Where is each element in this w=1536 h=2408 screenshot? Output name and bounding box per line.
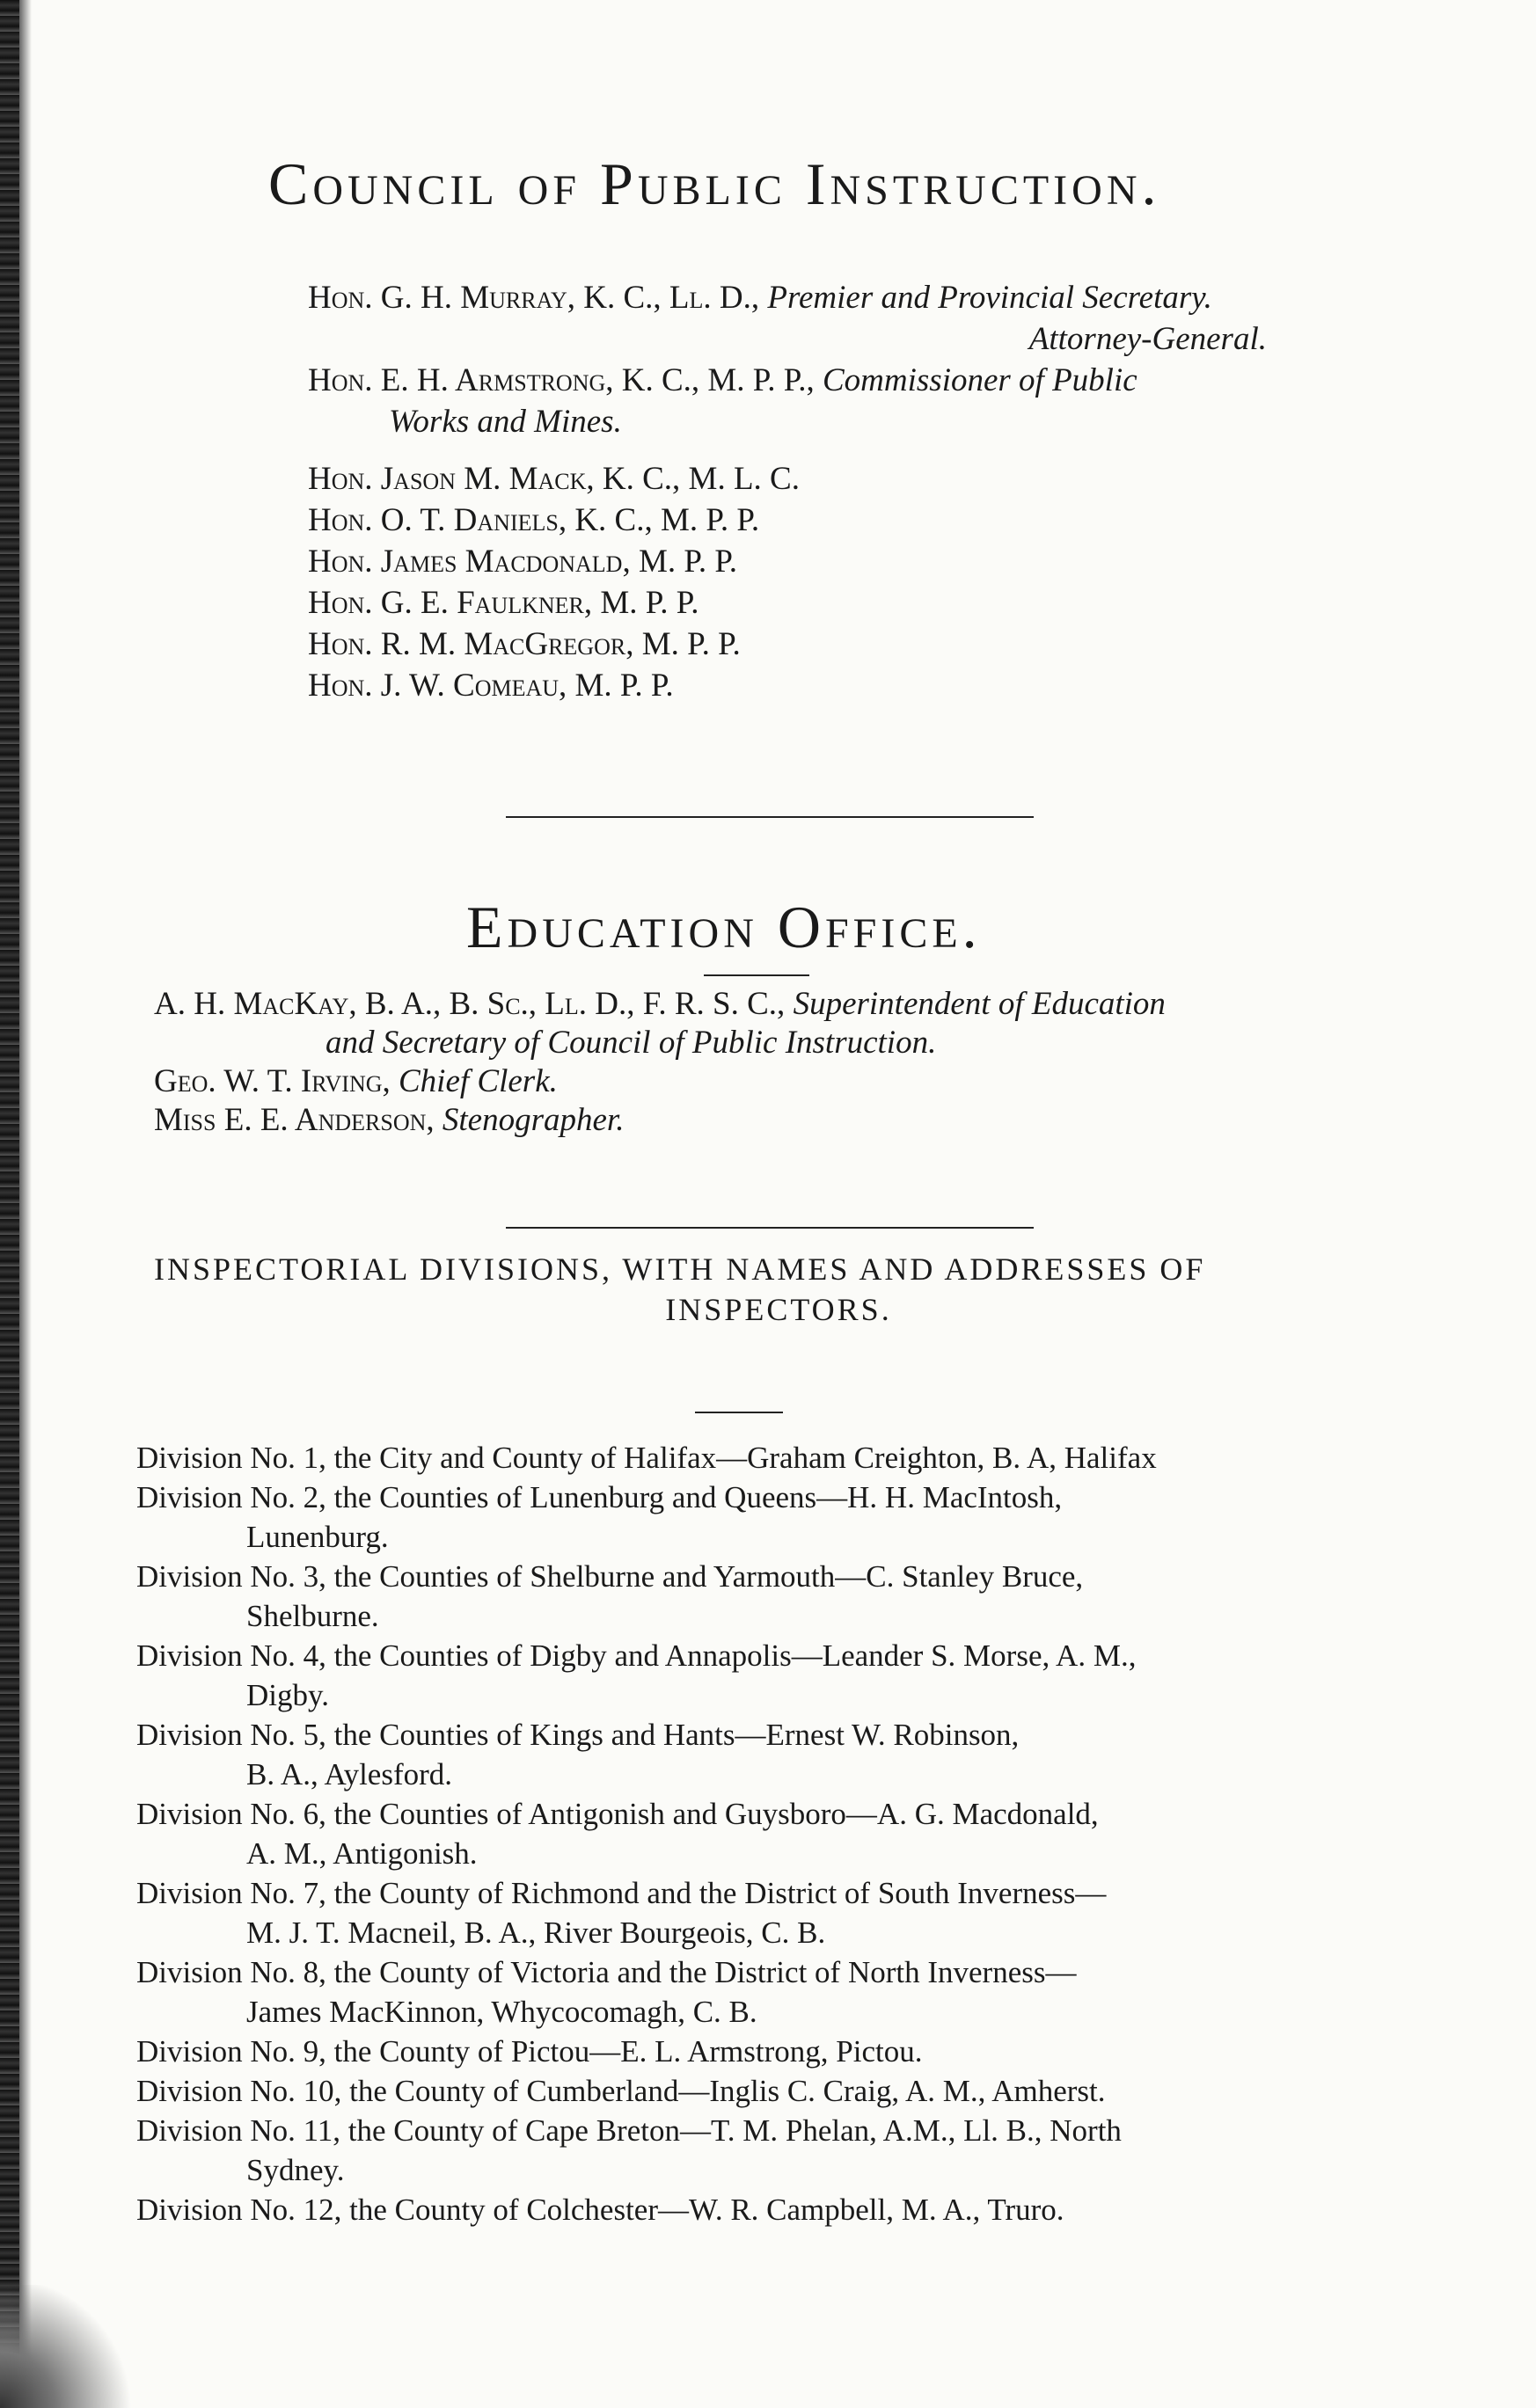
staff-name: Geo. W. T. Irving, xyxy=(154,1063,391,1099)
member-role: Commissioner of Public xyxy=(823,362,1137,398)
council-members xyxy=(308,277,1399,706)
staff-member xyxy=(154,1101,1386,1140)
staff-name: Miss E. E. Anderson, xyxy=(154,1102,435,1138)
staff-member xyxy=(154,985,1386,1024)
division-line: Division No. 2, the Counties of Lunenburg and Queens—H. H. MacIntosh, xyxy=(136,1480,1063,1514)
division-line: Sydney. xyxy=(246,2153,345,2187)
council-member: Hon. G. E. Faulkner, M. P. P. xyxy=(308,585,699,621)
inspectorial-title-line2: INSPECTORS. xyxy=(665,1292,892,1327)
division-line: Division No. 4, the Counties of Digby and Annapolis—Leander S. Morse, A. M., xyxy=(136,1638,1137,1673)
division-line: Shelburne. xyxy=(246,1599,379,1633)
title-underline xyxy=(695,1412,783,1413)
division-line: Division No. 11, the County of Cape Breton—T. M. Phelan, A.M., Ll. B., North xyxy=(136,2113,1122,2148)
education-office-title: Education Office. xyxy=(466,894,982,960)
council-member: Hon. R. M. MacGregor, M. P. P. xyxy=(308,626,741,662)
division-line: James MacKinnon, Whycocomagh, C. B. xyxy=(246,1995,757,2029)
council-member xyxy=(308,277,1399,318)
division-line: Division No. 1, the City and County of Halifax—Graham Creighton, B. A, Halifax xyxy=(136,1441,1157,1475)
member-role: Works and Mines. xyxy=(389,404,622,440)
page-edge-shadow xyxy=(19,0,32,2408)
member-name: Hon. E. H. Armstrong, K. C., M. P. P., xyxy=(308,362,815,398)
staff-name: A. H. MacKay, B. A., B. Sc., Ll. D., F. R. S. C., xyxy=(154,986,786,1022)
division-line: A. M., Antigonish. xyxy=(246,1836,478,1871)
staff-role: Chief Clerk. xyxy=(399,1063,558,1099)
division-line: Lunenburg. xyxy=(246,1520,389,1554)
page-edge-scan xyxy=(0,0,19,2408)
division-line: Division No. 5, the Counties of Kings and Hants—Ernest W. Robinson, xyxy=(136,1718,1020,1752)
page-corner-scan xyxy=(0,2285,141,2408)
staff-member xyxy=(154,1062,1386,1101)
staff-role: and Secretary of Council of Public Instruction. xyxy=(325,1025,937,1061)
member-name: Hon. G. H. Murray, K. C., Ll. D., xyxy=(308,280,760,316)
education-office-staff xyxy=(154,985,1386,1140)
division-line: Division No. 3, the Counties of Shelburne and Yarmouth—C. Stanley Bruce, xyxy=(136,1559,1084,1594)
council-member xyxy=(308,360,1399,401)
division-line: Division No. 9, the County of Pictou—E. L. Armstrong, Pictou. xyxy=(136,2034,923,2069)
division-line: Division No. 10, the County of Cumberland—Inglis C. Craig, A. M., Amherst. xyxy=(136,2074,1106,2108)
division-line: Division No. 6, the Counties of Antigonish and Guysboro—A. G. Macdonald, xyxy=(136,1797,1099,1831)
council-member: Hon. Jason M. Mack, K. C., M. L. C. xyxy=(308,461,800,497)
division-line: Division No. 8, the County of Victoria and the District of North Inverness— xyxy=(136,1955,1077,1989)
member-role: Premier and Provincial Secretary. xyxy=(767,280,1212,316)
division-line: B. A., Aylesford. xyxy=(246,1757,453,1791)
section-divider xyxy=(506,1227,1034,1229)
division-line: Division No. 7, the County of Richmond and the District of South Inverness— xyxy=(136,1876,1107,1910)
division-line: Digby. xyxy=(246,1678,329,1712)
division-line: M. J. T. Macneil, B. A., River Bourgeois, C. B. xyxy=(246,1915,826,1950)
title-underline xyxy=(704,974,809,976)
inspectorial-title xyxy=(154,1249,1368,1330)
staff-role: Stenographer. xyxy=(442,1102,625,1138)
staff-role: Superintendent of Education xyxy=(793,986,1166,1022)
inspectorial-title-line1: INSPECTORIAL DIVISIONS, WITH NAMES AND ADDRESSES OF xyxy=(154,1251,1206,1287)
council-title: Council of Public Instruction. xyxy=(268,150,1161,217)
divisions-list xyxy=(136,1438,1368,2229)
council-member: Hon. James Macdonald, M. P. P. xyxy=(308,544,738,580)
council-member: Hon. J. W. Comeau, M. P. P. xyxy=(308,668,674,704)
division-line: Division No. 12, the County of Colchester—W. R. Campbell, M. A., Truro. xyxy=(136,2193,1064,2227)
section-divider xyxy=(506,816,1034,818)
member-role: Attorney-General. xyxy=(1028,321,1267,357)
council-member: Hon. O. T. Daniels, K. C., M. P. P. xyxy=(308,502,760,538)
